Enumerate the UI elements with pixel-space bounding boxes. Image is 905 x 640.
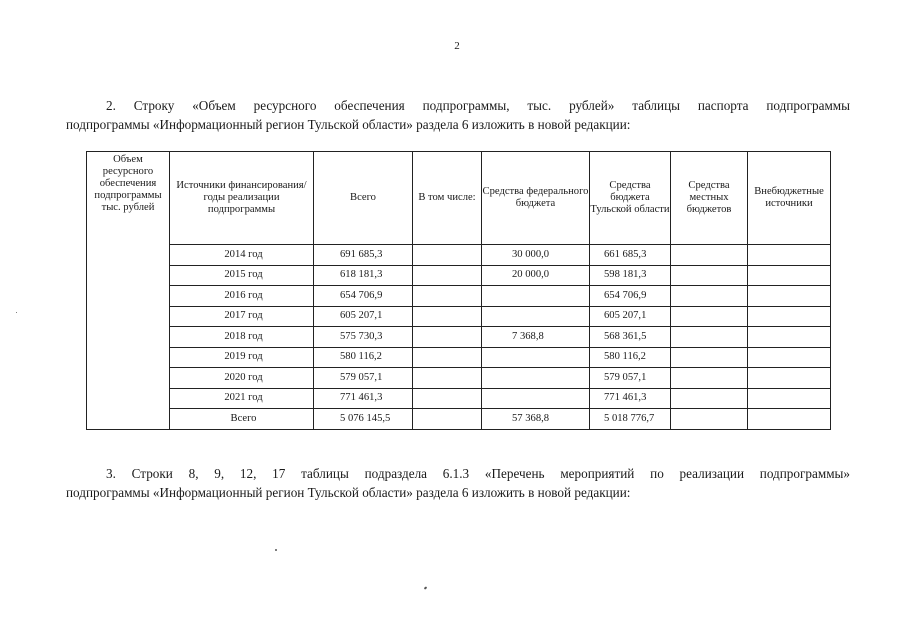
including-cell	[413, 409, 482, 430]
total-cell: 579 057,1	[314, 368, 413, 389]
header-extra: Внебюджетные источники	[748, 152, 831, 245]
year-cell: Всего	[170, 409, 314, 430]
local-cell	[671, 286, 748, 307]
federal-cell: 20 000,0	[482, 265, 590, 286]
regional-cell: 598 181,3	[590, 265, 671, 286]
local-cell	[671, 306, 748, 327]
table-row	[87, 245, 831, 266]
federal-cell	[482, 306, 590, 327]
header-including: В том числе:	[413, 152, 482, 245]
paragraph-2-line-2: подпрограммы «Информационный регион Тульской области» раздела 6 изложить в новой редакции:	[66, 117, 631, 132]
year-cell: 2018 год	[170, 327, 314, 348]
regional-cell: 771 461,3	[590, 388, 671, 409]
header-total: Всего	[314, 152, 413, 245]
federal-cell	[482, 347, 590, 368]
total-cell: 654 706,9	[314, 286, 413, 307]
extra-cell	[748, 368, 831, 389]
total-cell: 580 116,2	[314, 347, 413, 368]
total-cell: 575 730,3	[314, 327, 413, 348]
year-cell: 2015 год	[170, 265, 314, 286]
extra-cell	[748, 347, 831, 368]
table-row	[87, 409, 831, 430]
total-cell: 618 181,3	[314, 265, 413, 286]
year-cell: 2020 год	[170, 368, 314, 389]
local-cell	[671, 265, 748, 286]
extra-cell	[748, 409, 831, 430]
page-number: 2	[454, 40, 460, 52]
federal-cell	[482, 368, 590, 389]
total-cell: 691 685,3	[314, 245, 413, 266]
paragraph-2	[66, 96, 850, 134]
year-cell: 2017 год	[170, 306, 314, 327]
table-row	[87, 388, 831, 409]
federal-cell: 7 368,8	[482, 327, 590, 348]
regional-cell: 568 361,5	[590, 327, 671, 348]
paragraph-2-line-1: 2. Строку «Объем ресурсного обеспечения подпрограммы, тыс. рублей» таблицы паспорта подпрограммы	[106, 98, 850, 113]
paragraph-3-line-2: подпрограммы «Информационный регион Тульской области» раздела 6 изложить в новой редакции:	[66, 485, 631, 500]
extra-cell	[748, 306, 831, 327]
year-cell: 2014 год	[170, 245, 314, 266]
year-cell: 2016 год	[170, 286, 314, 307]
including-cell	[413, 286, 482, 307]
extra-cell	[748, 327, 831, 348]
header-local: Средства местных бюджетов	[671, 152, 748, 245]
total-cell: 605 207,1	[314, 306, 413, 327]
header-sources: Источники финансирования/ годы реализации подпрограммы	[170, 152, 314, 245]
regional-cell: 605 207,1	[590, 306, 671, 327]
scan-speck	[16, 312, 17, 313]
table-row	[87, 347, 831, 368]
local-cell	[671, 388, 748, 409]
regional-cell: 661 685,3	[590, 245, 671, 266]
regional-cell: 579 057,1	[590, 368, 671, 389]
table-row	[87, 265, 831, 286]
resource-label-cell: Объем ресурсного обеспечения подпрограммы тыс. рублей	[87, 152, 170, 430]
local-cell	[671, 347, 748, 368]
resource-table	[86, 151, 831, 430]
table-row	[87, 327, 831, 348]
paragraph-3-line-1: 3. Строки 8, 9, 12, 17 таблицы подраздела 6.1.3 «Перечень мероприятий по реализации подпрограммы»	[106, 466, 850, 481]
federal-cell	[482, 388, 590, 409]
scan-speck	[424, 586, 428, 589]
including-cell	[413, 368, 482, 389]
regional-cell: 580 116,2	[590, 347, 671, 368]
local-cell	[671, 245, 748, 266]
table-row	[87, 368, 831, 389]
extra-cell	[748, 388, 831, 409]
table-header-row	[87, 152, 831, 245]
including-cell	[413, 327, 482, 348]
federal-cell	[482, 286, 590, 307]
scan-speck	[275, 549, 277, 551]
federal-cell: 57 368,8	[482, 409, 590, 430]
including-cell	[413, 265, 482, 286]
local-cell	[671, 368, 748, 389]
extra-cell	[748, 286, 831, 307]
header-federal: Средства федерального бюджета	[482, 152, 590, 245]
including-cell	[413, 388, 482, 409]
including-cell	[413, 245, 482, 266]
extra-cell	[748, 245, 831, 266]
header-regional: Средства бюджета Тульской области	[590, 152, 671, 245]
table-row	[87, 306, 831, 327]
total-cell: 5 076 145,5	[314, 409, 413, 430]
federal-cell: 30 000,0	[482, 245, 590, 266]
including-cell	[413, 347, 482, 368]
total-cell: 771 461,3	[314, 388, 413, 409]
table-row	[87, 286, 831, 307]
regional-cell: 5 018 776,7	[590, 409, 671, 430]
regional-cell: 654 706,9	[590, 286, 671, 307]
year-cell: 2019 год	[170, 347, 314, 368]
including-cell	[413, 306, 482, 327]
year-cell: 2021 год	[170, 388, 314, 409]
paragraph-3	[66, 464, 850, 502]
local-cell	[671, 327, 748, 348]
extra-cell	[748, 265, 831, 286]
local-cell	[671, 409, 748, 430]
